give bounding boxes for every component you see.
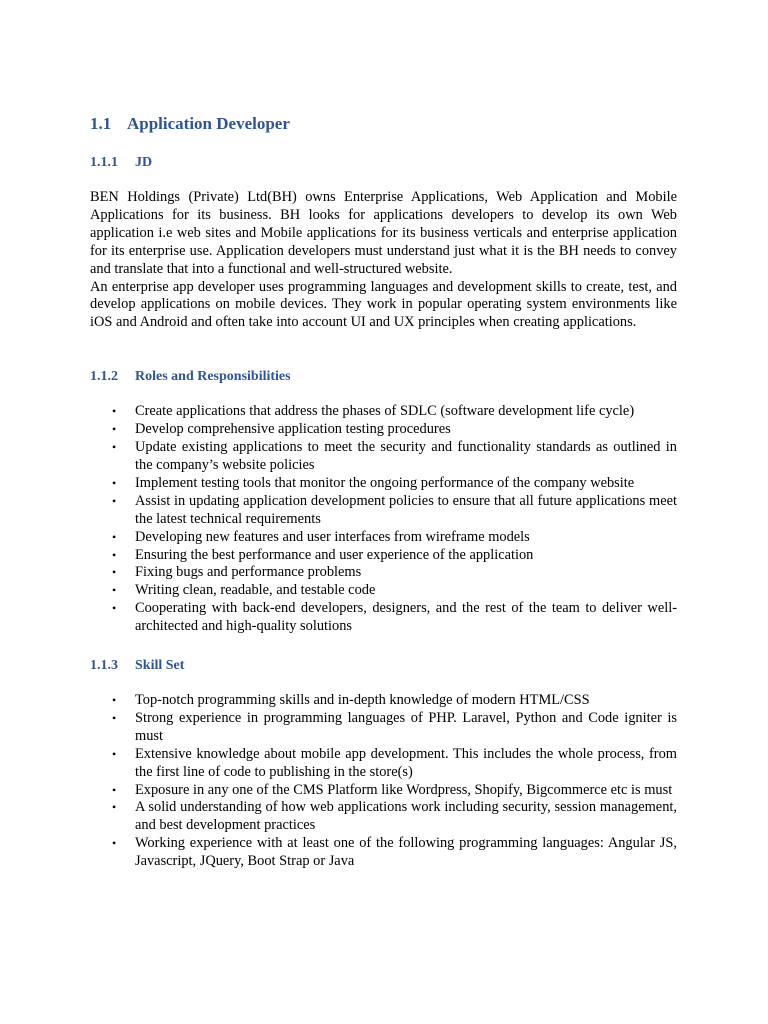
list-item — [90, 582, 677, 600]
list-item — [90, 421, 677, 439]
list-item-text: Developing new features and user interfaces from wireframe models — [135, 528, 530, 545]
list-item-text: Cooperating with back-end developers, designers, and the rest of the team to deliver well-architected and high-quality solutions — [135, 600, 677, 635]
list-item — [90, 692, 677, 710]
list-item — [90, 439, 677, 475]
jd-title: JD — [135, 155, 153, 170]
bullet-icon: • — [112, 710, 117, 725]
list-item-text: Exposure in any one of the CMS Platform like Wordpress, Shopify, Bigcommerce etc is must — [135, 781, 673, 798]
jd-paragraph-1: BEN Holdings (Private) Ltd(BH) owns Enterprise Applications, Web Application and Mobile Applications for its business. BH looks for applications developers to develop its own Web application i.e web sites and Mobile applications for its business verticals and enterprise application for its enterprise use. Application developers must understand just what it is the BH needs to convey and translate that into a functional and well-structured website. — [90, 189, 677, 277]
list-item-text: Top-notch programming skills and in-depth knowledge of modern HTML/CSS — [135, 692, 590, 709]
list-item — [90, 475, 677, 493]
list-item — [90, 746, 677, 782]
roles-list — [90, 403, 677, 636]
list-item — [90, 782, 677, 800]
list-item-text: Ensuring the best performance and user experience of the application — [135, 546, 534, 563]
skills-list — [90, 692, 677, 871]
skills-heading — [90, 656, 677, 676]
roles-number: 1.1.2 — [90, 369, 118, 385]
bullet-icon: • — [112, 529, 117, 544]
section-title: Application Developer — [127, 114, 290, 133]
bullet-icon: • — [112, 565, 117, 580]
list-item-text: Extensive knowledge about mobile app development. This includes the whole process, from the first line of code to publishing in the store(s) — [135, 745, 677, 780]
document-content — [90, 112, 677, 871]
bullet-icon: • — [112, 836, 117, 851]
list-item-text: Strong experience in programming languages of PHP. Laravel, Python and Code igniter is must — [135, 709, 677, 744]
bullet-icon: • — [112, 693, 117, 708]
bullet-icon: • — [112, 440, 117, 455]
bullet-icon: • — [112, 782, 117, 797]
list-item — [90, 835, 677, 871]
skills-number: 1.1.3 — [90, 658, 118, 674]
jd-paragraph-2: An enterprise app developer uses programming languages and development skills to create, test, and develop applications on mobile devices. They work in popular operating system environments like iOS and Android and often take into account UI and UX principles when creating applications. — [90, 278, 677, 331]
bullet-icon: • — [112, 583, 117, 598]
bullet-icon: • — [112, 547, 117, 562]
roles-title: Roles and Responsibilities — [135, 369, 291, 385]
list-item-text: Implement testing tools that monitor the ongoing performance of the company website — [135, 474, 635, 491]
list-item — [90, 493, 677, 529]
bullet-icon: • — [112, 422, 117, 437]
roles-heading — [90, 367, 677, 387]
list-item-text: Writing clean, readable, and testable code — [135, 582, 376, 599]
list-item-text: Create applications that address the phases of SDLC (software development life cycle) — [135, 403, 635, 420]
jd-number: 1.1.1 — [90, 155, 118, 170]
list-item — [90, 547, 677, 565]
bullet-icon: • — [112, 746, 117, 761]
list-item — [90, 403, 677, 421]
section-heading — [90, 112, 677, 136]
jd-heading — [90, 153, 677, 173]
list-item-text: Develop comprehensive application testing procedures — [135, 421, 451, 438]
section-number: 1.1 — [90, 114, 112, 133]
list-item — [90, 710, 677, 746]
bullet-icon: • — [112, 601, 117, 616]
list-item — [90, 529, 677, 547]
list-item — [90, 564, 677, 582]
list-item — [90, 600, 677, 636]
bullet-icon: • — [112, 404, 117, 419]
list-item-text: Working experience with at least one of the following programming languages: Angular JS, Javascript, JQuery, Boot Strap or Java — [135, 835, 677, 870]
bullet-icon: • — [112, 475, 117, 490]
bullet-icon: • — [112, 493, 117, 508]
list-item-text: Assist in updating application development policies to ensure that all future applications meet the latest technical requirements — [135, 492, 677, 527]
list-item-text: Update existing applications to meet the security and functionality standards as outlined in the company’s website policies — [135, 439, 677, 473]
list-item — [90, 799, 677, 835]
bullet-icon: • — [112, 800, 117, 815]
list-item-text: A solid understanding of how web applications work including security, session management, and best development practices — [135, 799, 677, 834]
skills-title: Skill Set — [135, 658, 185, 674]
list-item-text: Fixing bugs and performance problems — [135, 564, 362, 581]
